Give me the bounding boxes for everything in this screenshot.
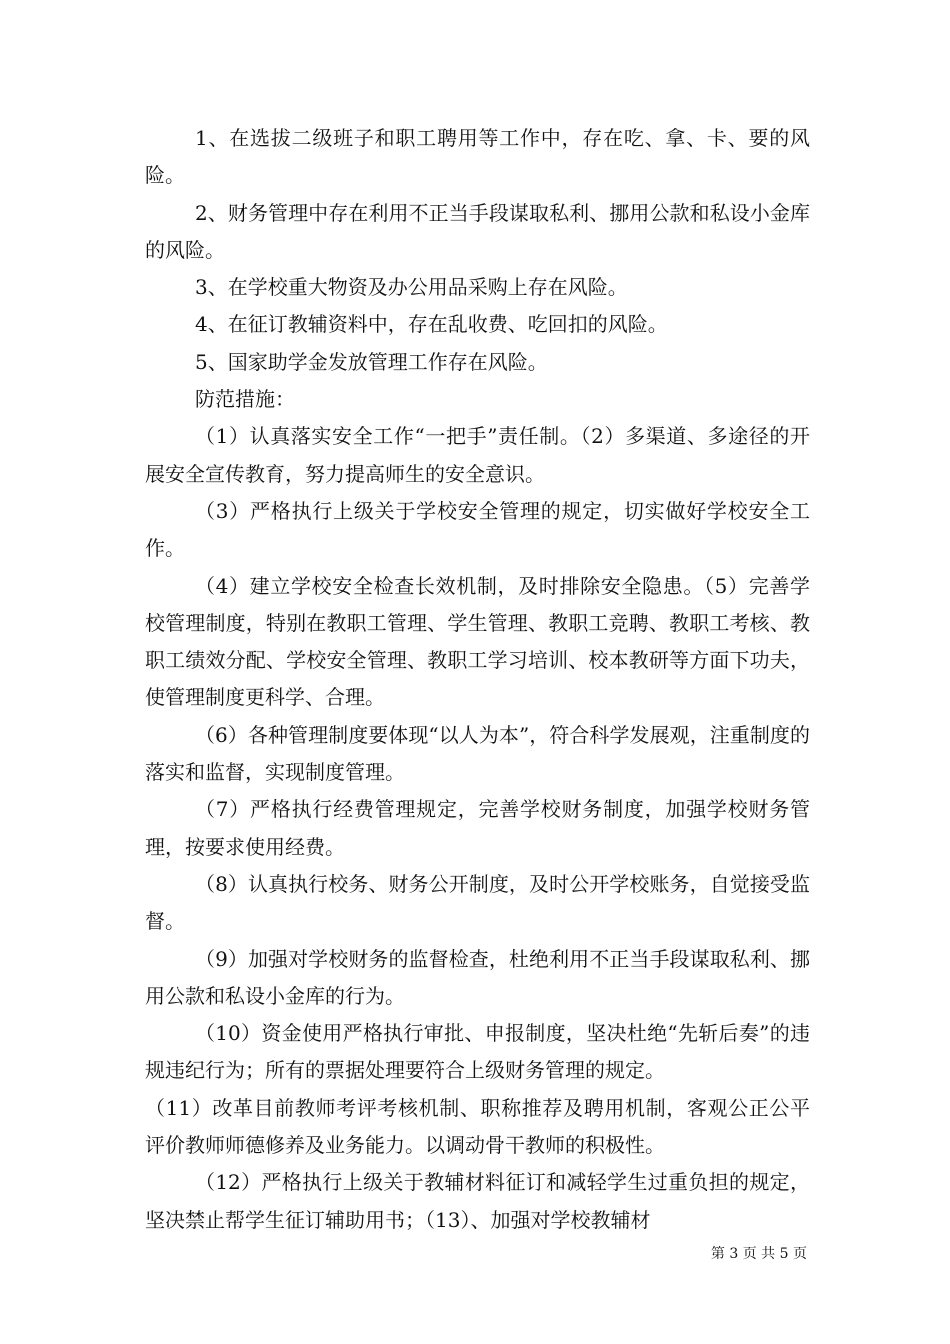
- document-body: [145, 120, 810, 1239]
- paragraph-measure-7: （7）严格执行经费管理规定，完善学校财务制度，加强学校财务管理，按要求使用经费。: [145, 797, 810, 859]
- paragraph-measure-6: （6）各种管理制度要体现“以人为本”，符合科学发展观，注重制度的落实和监督，实现制度管理。: [145, 722, 810, 785]
- paragraph-risk-1: 1、在选拔二级班子和职工聘用等工作中，存在吃、拿、卡、要的风险。: [145, 126, 810, 188]
- paragraph-measure-11: （11）改革目前教师考评考核机制、职称推荐及聘用机制，客观公正公平评价教师师德修养及业务能力。以调动骨干教师的积极性。: [145, 1095, 810, 1158]
- heading-prevention-measures: 防范措施：: [195, 387, 295, 412]
- page-number-footer: 第 3 页 共 5 页: [710, 1246, 807, 1262]
- paragraph-measure-1-2: （1）认真落实安全工作“一把手”责任制。（2）多渠道、多途径的开展安全宣传教育，努力提高师生的安全意识。: [145, 424, 810, 486]
- paragraph-measure-8: （8）认真执行校务、财务公开制度，及时公开学校账务，自觉接受监督。: [145, 871, 810, 934]
- paragraph-measure-12-13: （12）严格执行上级关于教辅材料征订和减轻学生过重负担的规定，坚决禁止帮学生征订辅助用书；（13）、加强对学校教辅材: [145, 1170, 810, 1232]
- paragraph-measure-3: （3）严格执行上级关于学校安全管理的规定，切实做好学校安全工作。: [145, 498, 810, 561]
- paragraph-risk-4: 4、在征订教辅资料中，存在乱收费、吃回扣的风险。: [195, 312, 668, 337]
- paragraph-measure-10: （10）资金使用严格执行审批、申报制度，坚决杜绝“先斩后奏”的违规违纪行为；所有的票据处理要符合上级财务管理的规定。: [145, 1021, 810, 1083]
- paragraph-risk-3: 3、在学校重大物资及办公用品采购上存在风险。: [195, 275, 628, 300]
- paragraph-measure-9: （9）加强对学校财务的监督检查，杜绝利用不正当手段谋取私利、挪用公款和私设小金库的行为。: [145, 946, 810, 1008]
- paragraph-risk-5: 5、国家助学金发放管理工作存在风险。: [195, 349, 548, 374]
- paragraph-risk-2: 2、财务管理中存在利用不正当手段谋取私利、挪用公款和私设小金库的风险。: [145, 200, 810, 262]
- paragraph-measure-4-5: （4）建立学校安全检查长效机制，及时排除安全隐患。（5）完善学校管理制度，特别在教职工管理、学生管理、教职工竞聘、教职工考核、教职工绩效分配、学校安全管理、教职工学习培训、校本教研等方面下功夫，使管理制度更科学、合理。: [145, 573, 810, 710]
